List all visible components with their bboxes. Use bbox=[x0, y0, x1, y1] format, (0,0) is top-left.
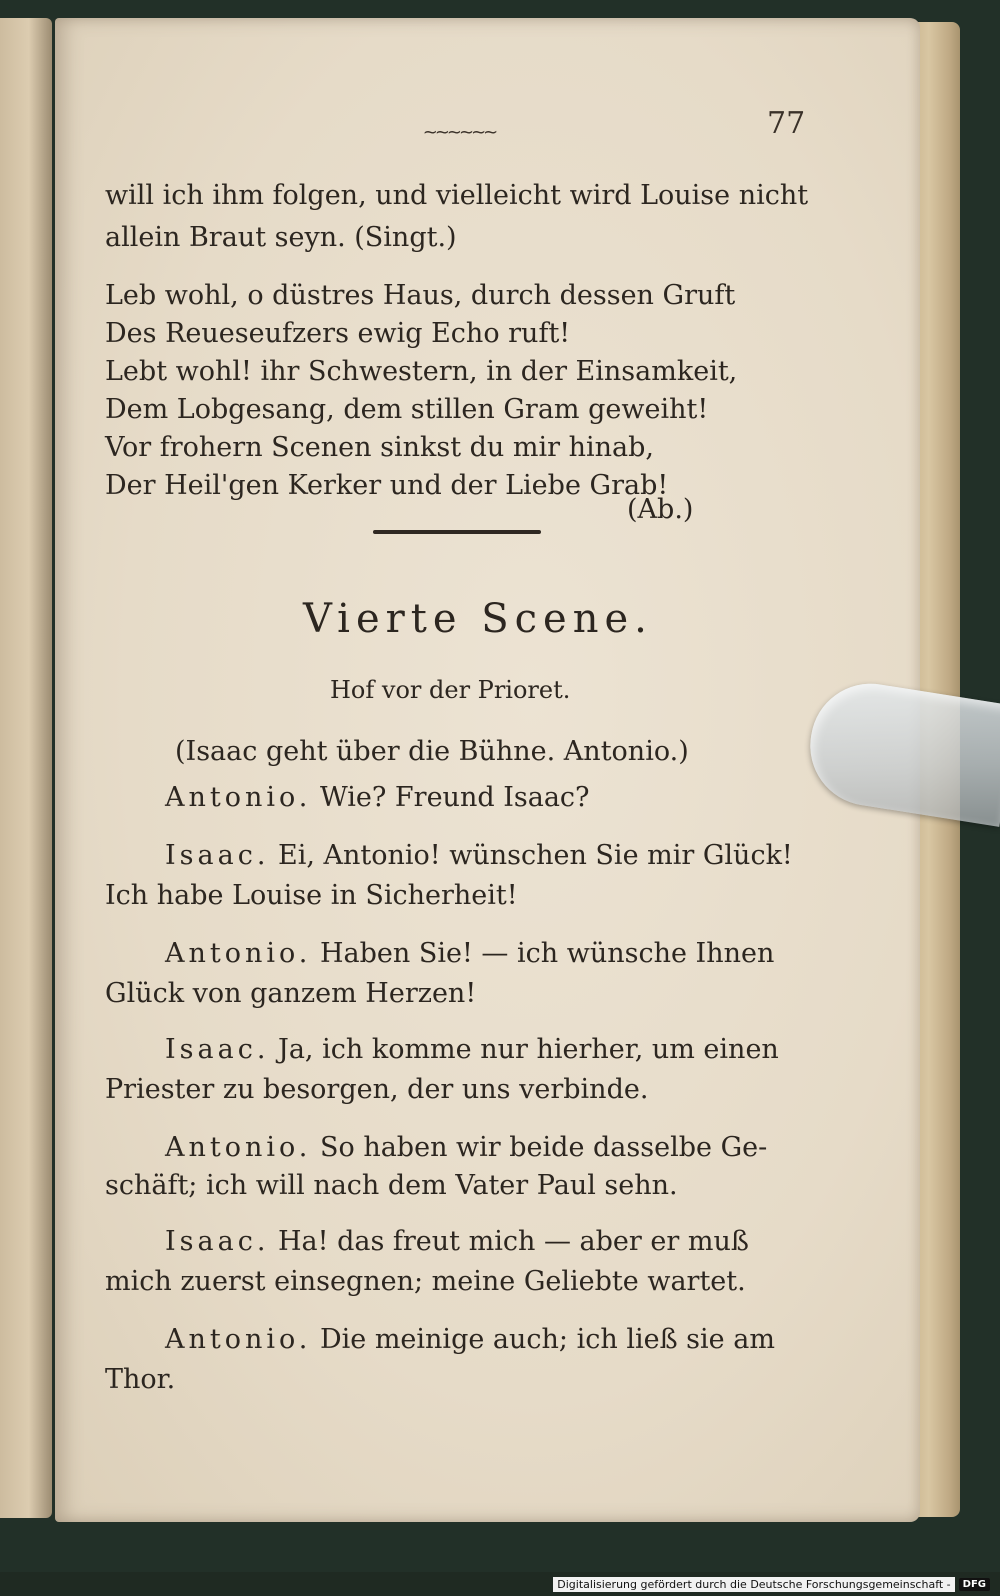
dialogue-line bbox=[165, 782, 590, 813]
verse-line: Leb wohl, o düstres Haus, durch dessen Gruft bbox=[105, 280, 736, 311]
verse-line: Des Reueseufzers ewig Echo ruft! bbox=[105, 318, 571, 349]
dialogue-continuation: Glück von ganzem Herzen! bbox=[105, 978, 477, 1009]
digitization-footer bbox=[553, 1575, 990, 1593]
dialogue-text: Ja, ich komme nur hierher, um einen bbox=[278, 1034, 779, 1065]
dialogue-line bbox=[165, 1226, 749, 1257]
dialogue-line bbox=[165, 938, 774, 969]
text-line: will ich ihm folgen, und vielleicht wird Louise nicht bbox=[105, 180, 809, 211]
verse-line: Dem Lobgesang, dem stillen Gram geweiht! bbox=[105, 394, 709, 425]
speaker-name: Antonio. bbox=[165, 1324, 312, 1355]
facing-page-edge bbox=[0, 18, 52, 1518]
stage-direction: (Isaac geht über die Bühne. Antonio.) bbox=[175, 736, 689, 767]
dialogue-continuation: Thor. bbox=[105, 1364, 176, 1395]
dialogue-text: Die meinige auch; ich ließ sie am bbox=[319, 1324, 775, 1355]
book-page bbox=[55, 18, 920, 1522]
dialogue-line bbox=[165, 840, 793, 871]
verse-line: Vor frohern Scenen sinkst du mir hinab, bbox=[105, 432, 654, 463]
speaker-name: Antonio. bbox=[165, 782, 312, 813]
dialogue-line bbox=[165, 1324, 775, 1355]
stage-exit: (Ab.) bbox=[627, 494, 694, 525]
verse-line: Der Heil'gen Kerker und der Liebe Grab! bbox=[105, 470, 669, 501]
text-line: allein Braut seyn. (Singt.) bbox=[105, 222, 457, 253]
speaker-name: Isaac. bbox=[165, 1034, 270, 1065]
dialogue-continuation: Priester zu besorgen, der uns verbinde. bbox=[105, 1074, 649, 1105]
dialogue-line bbox=[165, 1132, 767, 1163]
dialogue-text: Haben Sie! — ich wünsche Ihnen bbox=[319, 938, 775, 969]
page-number: 77 bbox=[767, 106, 806, 141]
verse-line: Lebt wohl! ihr Schwestern, in der Einsamkeit, bbox=[105, 356, 738, 387]
dialogue-text: Ei, Antonio! wünschen Sie mir Glück! bbox=[278, 840, 793, 871]
dialogue-text: Wie? Freund Isaac? bbox=[319, 782, 590, 813]
dialogue-text: Ha! das freut mich — aber er muß bbox=[278, 1226, 749, 1257]
speaker-name: Isaac. bbox=[165, 840, 270, 871]
section-divider bbox=[373, 530, 541, 534]
dialogue-continuation: mich zuerst einsegnen; meine Geliebte wartet. bbox=[105, 1266, 746, 1297]
dialogue-line bbox=[165, 1034, 779, 1065]
footer-text: Digitalisierung gefördert durch die Deutsche Forschungsgemeinschaft - bbox=[553, 1577, 954, 1592]
scene-title: Vierte Scene. bbox=[303, 596, 653, 642]
dialogue-text: So haben wir beide dasselbe Ge- bbox=[319, 1132, 768, 1163]
speaker-name: Antonio. bbox=[165, 938, 312, 969]
dialogue-continuation: schäft; ich will nach dem Vater Paul sehn. bbox=[105, 1170, 678, 1201]
header-ornament: ~~~~~~ bbox=[422, 122, 496, 143]
speaker-name: Antonio. bbox=[165, 1132, 312, 1163]
dfg-logo: DFG bbox=[959, 1578, 990, 1591]
speaker-name: Isaac. bbox=[165, 1226, 270, 1257]
scene-location: Hof vor der Prioret. bbox=[330, 676, 571, 704]
dialogue-continuation: Ich habe Louise in Sicherheit! bbox=[105, 880, 518, 911]
